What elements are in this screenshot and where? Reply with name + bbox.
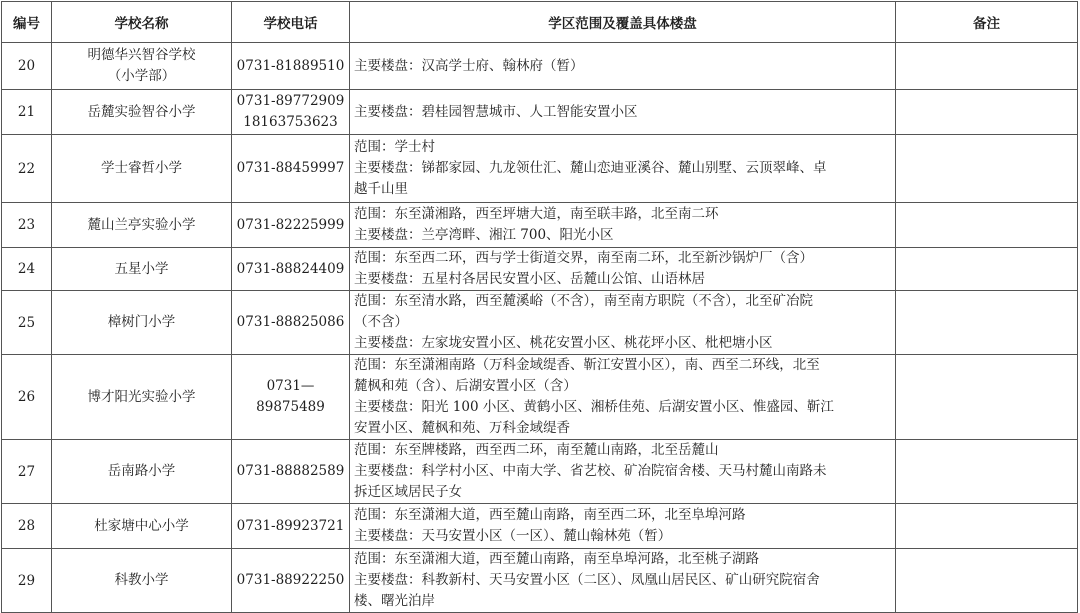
cell-school-name <box>52 504 232 549</box>
header-district-area: 学区范围及覆盖具体楼盘 <box>350 2 896 43</box>
cell-school-name <box>52 248 232 291</box>
cell-district-area <box>350 440 896 504</box>
cell-school-name <box>52 355 232 440</box>
cell-remarks <box>896 291 1078 355</box>
header-row <box>2 2 1078 43</box>
table-row <box>2 440 1078 504</box>
cell-district-area <box>350 90 896 135</box>
cell-remarks <box>896 135 1078 203</box>
cell-number: 27 <box>2 440 52 504</box>
phone-number: 0731-88459997 <box>236 160 345 176</box>
district-text-line: 主要楼盘：五星村各居民安置小区、岳麓山公馆、山语林居 <box>354 271 705 287</box>
cell-school-name <box>52 549 232 613</box>
district-text-line: 主要楼盘：碧桂园智慧城市、人工智能安置小区 <box>354 103 638 120</box>
cell-school-phone <box>232 203 350 248</box>
cell-school-phone <box>232 90 350 135</box>
cell-school-phone <box>232 549 350 613</box>
cell-school-phone <box>232 135 350 203</box>
cell-school-phone <box>232 43 350 90</box>
cell-number: 29 <box>2 549 52 613</box>
table-row <box>2 355 1078 440</box>
cell-district-area <box>350 291 896 355</box>
district-text-line: 主要楼盘：阳光 100 小区、黄鹤小区、湘桥佳苑、后湖安置小区、惟盛园、靳江 <box>354 399 834 415</box>
cell-school-name <box>52 135 232 203</box>
school-name-line: 五星小学 <box>114 260 169 277</box>
cell-number: 28 <box>2 504 52 549</box>
cell-number: 22 <box>2 135 52 203</box>
table-body <box>2 43 1078 613</box>
phone-number: 0731-88824409 <box>236 260 345 277</box>
document-page <box>1 1 1077 613</box>
district-text-line: 主要楼盘：左家垅安置小区、桃花安置小区、桃花坪小区、枇杷塘小区 <box>354 335 773 351</box>
table-row <box>2 549 1078 613</box>
district-text-line: 范围：东至潇湘南路（万科金域缇香、靳江安置小区），南、西至二环线，北至 <box>354 357 820 373</box>
district-text-line: 安置小区、麓枫和苑、万科金域缇香 <box>354 420 570 436</box>
cell-remarks <box>896 440 1078 504</box>
school-name-line: 学士睿哲小学 <box>101 160 182 176</box>
district-text-line: 范围：东至牌楼路，西至西二环，南至麓山南路，北至岳麓山 <box>354 442 719 458</box>
district-text-line: 主要楼盘：锑都家园、九龙领仕汇、麓山恋迪亚溪谷、麓山别墅、云顶翠峰、卓 <box>354 160 827 176</box>
header-number: 编号 <box>2 2 52 43</box>
cell-district-area <box>350 504 896 549</box>
school-name-line: 岳南路小学 <box>107 463 176 479</box>
district-text-line: 拆迁区域居民子女 <box>354 484 462 500</box>
phone-number: 0731-89923721 <box>236 517 345 534</box>
district-text-line: 范围：东至潇湘大道，西至麓山南路，南至阜埠河路，北至桃子湖路 <box>354 551 759 567</box>
cell-school-phone <box>232 440 350 504</box>
cell-school-name <box>52 291 232 355</box>
district-text-line: 越千山里 <box>354 181 408 197</box>
cell-school-phone <box>232 248 350 291</box>
district-text-line: 主要楼盘：科学村小区、中南大学、省艺校、矿冶院宿舍楼、天马村麓山南路未 <box>354 463 827 479</box>
cell-number: 23 <box>2 203 52 248</box>
header-school-phone: 学校电话 <box>232 2 350 43</box>
school-name-line: 明德华兴智谷学校 <box>87 47 196 63</box>
table-row <box>2 90 1078 135</box>
district-text-line: 楼、曙光泊岸 <box>354 593 435 609</box>
cell-district-area <box>350 355 896 440</box>
cell-school-name <box>52 203 232 248</box>
district-text-line: 范围：东至清水路，西至麓溪峪（不含），南至南方职院（不含），北至矿冶院 <box>354 293 813 309</box>
table-row <box>2 43 1078 90</box>
phone-number: 0731-88922250 <box>236 572 345 588</box>
district-text-line: 麓枫和苑（含）、后湖安置小区（含） <box>354 378 577 394</box>
phone-number: 0731-82225999 <box>236 216 345 233</box>
school-name-line: 杜家塘中心小学 <box>94 517 189 534</box>
district-text-line: 范围：学士村 <box>354 139 435 155</box>
cell-school-phone <box>232 504 350 549</box>
table-row <box>2 135 1078 203</box>
cell-school-name <box>52 90 232 135</box>
cell-remarks <box>896 355 1078 440</box>
cell-district-area <box>350 135 896 203</box>
cell-district-area <box>350 549 896 613</box>
phone-number: 0731-88825086 <box>236 314 345 330</box>
school-name-line: 博才阳光实验小学 <box>87 388 196 405</box>
school-name-line: （小学部） <box>107 68 176 84</box>
district-text-line: 主要楼盘：汉高学士府、翰林府（暂） <box>354 57 584 74</box>
cell-remarks <box>896 90 1078 135</box>
district-text-line: 范围：东至西二环，西与学士街道交界，南至南二环，北至新沙锅炉厂（含） <box>354 250 813 266</box>
phone-number: 0731—89875489 <box>256 378 325 415</box>
cell-school-name <box>52 440 232 504</box>
header-remarks: 备注 <box>896 2 1078 43</box>
phone-number: 0731-89772909 <box>236 93 345 109</box>
cell-district-area <box>350 203 896 248</box>
cell-district-area <box>350 248 896 291</box>
district-text-line: 主要楼盘：科教新村、天马安置小区（二区）、凤凰山居民区、矿山研究院宿舍 <box>354 572 820 588</box>
cell-remarks <box>896 203 1078 248</box>
table-row <box>2 291 1078 355</box>
cell-remarks <box>896 549 1078 613</box>
cell-number: 20 <box>2 43 52 90</box>
cell-number: 24 <box>2 248 52 291</box>
phone-number: 0731-88882589 <box>236 463 345 479</box>
school-name-line: 麓山兰亭实验小学 <box>87 216 196 233</box>
district-text-line: 范围：东至潇湘大道，西至麓山南路，南至西二环，北至阜埠河路 <box>354 507 746 523</box>
district-text-line: 范围：东至潇湘路，西至坪塘大道，南至联丰路，北至南二环 <box>354 206 719 222</box>
cell-remarks <box>896 504 1078 549</box>
header-school-name: 学校名称 <box>52 2 232 43</box>
school-name-line: 岳麓实验智谷小学 <box>87 103 196 120</box>
school-district-table <box>1 1 1078 613</box>
school-name-line: 科教小学 <box>114 572 169 588</box>
school-name-line: 樟树门小学 <box>107 314 176 330</box>
district-text-line: 主要楼盘：天马安置小区（一区）、麓山翰林苑（暂） <box>354 528 672 544</box>
cell-remarks <box>896 43 1078 90</box>
table-row <box>2 504 1078 549</box>
table-row <box>2 248 1078 291</box>
table-row <box>2 203 1078 248</box>
cell-school-name <box>52 43 232 90</box>
cell-number: 26 <box>2 355 52 440</box>
cell-school-phone <box>232 291 350 355</box>
district-text-line: 主要楼盘：兰亭湾畔、湘江 700、阳光小区 <box>354 227 614 243</box>
phone-number: 0731-81889510 <box>236 57 345 74</box>
cell-number: 25 <box>2 291 52 355</box>
cell-school-phone <box>232 355 350 440</box>
cell-district-area <box>350 43 896 90</box>
cell-remarks <box>896 248 1078 291</box>
cell-number: 21 <box>2 90 52 135</box>
phone-number: 18163753623 <box>243 114 338 130</box>
district-text-line: （不含） <box>354 314 408 330</box>
